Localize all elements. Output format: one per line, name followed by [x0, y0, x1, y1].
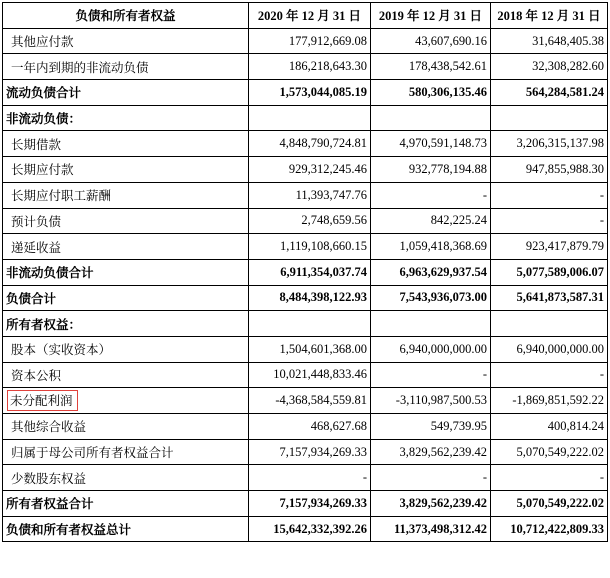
- table-row: [3, 208, 608, 234]
- value-2019: 842,225.24: [371, 208, 491, 234]
- value-2018: 5,077,589,006.07: [491, 259, 608, 285]
- table-row: [3, 336, 608, 362]
- header-label: 负债和所有者权益: [3, 3, 249, 29]
- value-2018: 947,855,988.30: [491, 157, 608, 183]
- value-2020: [249, 311, 371, 337]
- row-label: 归属于母公司所有者权益合计: [3, 439, 249, 465]
- value-2020: 11,393,747.76: [249, 182, 371, 208]
- value-2019: -: [371, 465, 491, 491]
- row-label: 预计负债: [3, 208, 249, 234]
- value-2019: 3,829,562,239.42: [371, 439, 491, 465]
- value-2019: 43,607,690.16: [371, 28, 491, 54]
- value-2019: 7,543,936,073.00: [371, 285, 491, 311]
- subtotal-row: [3, 259, 608, 285]
- value-2018: [491, 311, 608, 337]
- table-row: [3, 131, 608, 157]
- table-row: [3, 362, 608, 388]
- value-2020: 4,848,790,724.81: [249, 131, 371, 157]
- value-2019: -3,110,987,500.53: [371, 388, 491, 414]
- table-row: [3, 28, 608, 54]
- table-row: [3, 414, 608, 440]
- value-2020: 177,912,669.08: [249, 28, 371, 54]
- row-label: 一年内到期的非流动负债: [3, 54, 249, 80]
- row-label: 资本公积: [3, 362, 249, 388]
- value-2018: 564,284,581.24: [491, 80, 608, 106]
- value-2019: 6,963,629,937.54: [371, 259, 491, 285]
- subtotal-row: [3, 491, 608, 517]
- value-2020: 6,911,354,037.74: [249, 259, 371, 285]
- section-header-row: [3, 105, 608, 131]
- highlight-box: 未分配利润: [7, 390, 78, 411]
- value-2020: 7,157,934,269.33: [249, 439, 371, 465]
- value-2020: 8,484,398,122.93: [249, 285, 371, 311]
- value-2019: 1,059,418,368.69: [371, 234, 491, 260]
- value-2018: -1,869,851,592.22: [491, 388, 608, 414]
- grand-total-row: [3, 516, 608, 542]
- row-label: 非流动负债合计: [3, 259, 249, 285]
- value-2018: 923,417,879.79: [491, 234, 608, 260]
- row-label: 流动负债合计: [3, 80, 249, 106]
- header-row: [3, 3, 608, 29]
- value-2019: [371, 105, 491, 131]
- row-label: 长期借款: [3, 131, 249, 157]
- value-2020: 1,119,108,660.15: [249, 234, 371, 260]
- value-2018: -: [491, 362, 608, 388]
- value-2020: 7,157,934,269.33: [249, 491, 371, 517]
- table-row: [3, 439, 608, 465]
- row-label: 长期应付款: [3, 157, 249, 183]
- value-2020: 929,312,245.46: [249, 157, 371, 183]
- value-2018: 31,648,405.38: [491, 28, 608, 54]
- value-2018: -: [491, 182, 608, 208]
- value-2019: 580,306,135.46: [371, 80, 491, 106]
- value-2020: 10,021,448,833.46: [249, 362, 371, 388]
- header-2020: 2020 年 12 月 31 日: [249, 3, 371, 29]
- row-label: 负债合计: [3, 285, 249, 311]
- table-row: [3, 234, 608, 260]
- row-label: 长期应付职工薪酬: [3, 182, 249, 208]
- value-2019: -: [371, 362, 491, 388]
- value-2019: [371, 311, 491, 337]
- balance-sheet-table: [2, 2, 608, 542]
- table-row-highlighted: [3, 388, 608, 414]
- table-row: [3, 465, 608, 491]
- value-2019: 11,373,498,312.42: [371, 516, 491, 542]
- value-2019: 549,739.95: [371, 414, 491, 440]
- subtotal-row: [3, 285, 608, 311]
- value-2020: 1,504,601,368.00: [249, 336, 371, 362]
- value-2019: 6,940,000,000.00: [371, 336, 491, 362]
- value-2019: 932,778,194.88: [371, 157, 491, 183]
- row-label: 负债和所有者权益总计: [3, 516, 249, 542]
- value-2018: -: [491, 465, 608, 491]
- value-2018: 5,641,873,587.31: [491, 285, 608, 311]
- value-2018: 5,070,549,222.02: [491, 491, 608, 517]
- value-2020: [249, 105, 371, 131]
- value-2019: 3,829,562,239.42: [371, 491, 491, 517]
- header-2018: 2018 年 12 月 31 日: [491, 3, 608, 29]
- row-label: 所有者权益合计: [3, 491, 249, 517]
- value-2019: 178,438,542.61: [371, 54, 491, 80]
- value-2020: 2,748,659.56: [249, 208, 371, 234]
- value-2018: 32,308,282.60: [491, 54, 608, 80]
- value-2020: 186,218,643.30: [249, 54, 371, 80]
- section-label: 非流动负债：: [3, 105, 249, 131]
- value-2020: 468,627.68: [249, 414, 371, 440]
- value-2019: 4,970,591,148.73: [371, 131, 491, 157]
- section-label: 所有者权益：: [3, 311, 249, 337]
- header-2019: 2019 年 12 月 31 日: [371, 3, 491, 29]
- row-label: 股本（实收资本）: [3, 336, 249, 362]
- section-header-row: [3, 311, 608, 337]
- row-label: 其他应付款: [3, 28, 249, 54]
- value-2018: -: [491, 208, 608, 234]
- value-2019: -: [371, 182, 491, 208]
- value-2018: 3,206,315,137.98: [491, 131, 608, 157]
- value-2018: [491, 105, 608, 131]
- value-2020: 15,642,332,392.26: [249, 516, 371, 542]
- row-label: 其他综合收益: [3, 414, 249, 440]
- table-row: [3, 182, 608, 208]
- value-2018: 6,940,000,000.00: [491, 336, 608, 362]
- value-2020: -4,368,584,559.81: [249, 388, 371, 414]
- row-label-cell: [3, 388, 249, 414]
- row-label: 递延收益: [3, 234, 249, 260]
- subtotal-row: [3, 80, 608, 106]
- value-2018: 5,070,549,222.02: [491, 439, 608, 465]
- row-label: 少数股东权益: [3, 465, 249, 491]
- value-2020: -: [249, 465, 371, 491]
- value-2018: 10,712,422,809.33: [491, 516, 608, 542]
- table-row: [3, 54, 608, 80]
- value-2020: 1,573,044,085.19: [249, 80, 371, 106]
- table-row: [3, 157, 608, 183]
- value-2018: 400,814.24: [491, 414, 608, 440]
